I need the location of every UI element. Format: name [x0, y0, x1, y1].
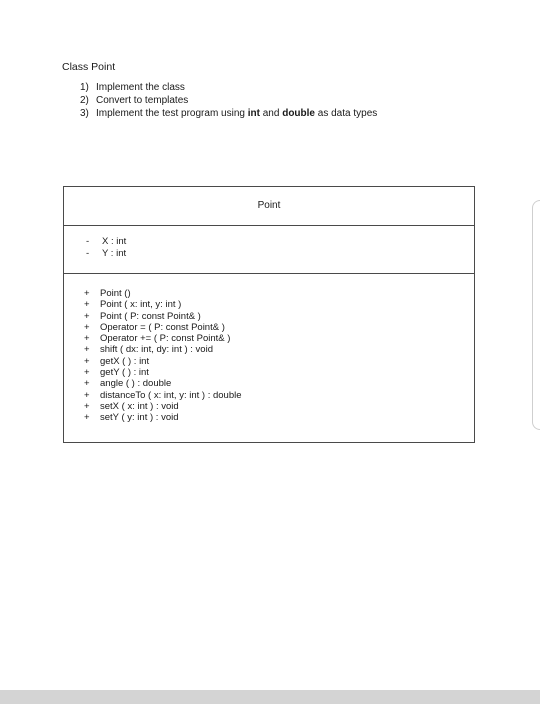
uml-operation	[84, 367, 242, 378]
uml-class-name: Point	[64, 187, 474, 226]
uml-operation	[84, 356, 242, 367]
operation-text: angle ( ) : double	[100, 378, 172, 390]
uml-operation	[84, 299, 242, 310]
operation-text: Operator = ( P: const Point& )	[100, 321, 225, 333]
visibility-public-symbol: +	[84, 321, 90, 333]
uml-operation	[84, 412, 242, 423]
operation-text: shift ( dx: int, dy: int ) : void	[100, 344, 213, 356]
visibility-public-symbol: +	[84, 378, 90, 390]
operation-text: setY ( y: int ) : void	[100, 412, 179, 424]
uml-operation	[84, 390, 242, 401]
visibility-public-symbol: +	[84, 400, 90, 412]
uml-operation	[84, 401, 242, 412]
uml-attributes-section	[64, 225, 474, 274]
task-text: Convert to templates	[96, 95, 189, 106]
uml-operation	[84, 322, 242, 333]
attribute-text: X : int	[102, 236, 127, 247]
document-heading: Class Point	[62, 61, 116, 73]
task-item	[80, 107, 377, 120]
task-number: 2)	[80, 95, 89, 106]
uml-class-diagram	[63, 186, 475, 443]
uml-operation	[84, 311, 242, 322]
task-number: 3)	[80, 108, 89, 119]
task-text: Implement the test program using	[96, 108, 248, 119]
visibility-public-symbol: +	[84, 310, 90, 322]
operation-text: distanceTo ( x: int, y: int ) : double	[100, 389, 242, 401]
visibility-public-symbol: +	[84, 288, 90, 299]
task-text: and	[259, 108, 283, 119]
visibility-public-symbol: +	[84, 299, 90, 311]
uml-operation	[84, 333, 242, 344]
visibility-private-symbol: -	[86, 248, 90, 259]
bottom-scrollbar-track[interactable]	[0, 690, 540, 704]
uml-attribute	[86, 236, 126, 248]
operation-text: Point ( x: int, y: int )	[100, 299, 182, 311]
task-text: Implement the class	[96, 82, 185, 93]
uml-operation	[84, 378, 242, 389]
visibility-public-symbol: +	[84, 333, 90, 345]
visibility-public-symbol: +	[84, 389, 90, 401]
task-keyword-int: int	[247, 108, 260, 119]
operation-text: Point ( P: const Point& )	[100, 310, 201, 322]
task-item	[80, 81, 377, 94]
visibility-public-symbol: +	[84, 344, 90, 356]
task-keyword-double: double	[282, 108, 315, 119]
task-number: 1)	[80, 82, 89, 93]
operation-text: getY ( ) : int	[100, 367, 149, 379]
operation-text: Operator += ( P: const Point& )	[100, 333, 231, 345]
uml-operation	[84, 344, 242, 355]
operation-text: Point ()	[100, 288, 131, 299]
visibility-public-symbol: +	[84, 412, 90, 424]
task-item	[80, 94, 377, 107]
visibility-public-symbol: +	[84, 355, 90, 367]
visibility-public-symbol: +	[84, 367, 90, 379]
visibility-private-symbol: -	[86, 236, 90, 247]
side-panel-edge	[532, 200, 540, 430]
task-list	[80, 81, 377, 120]
operation-text: setX ( x: int ) : void	[100, 400, 179, 412]
attribute-text: Y : int	[102, 248, 127, 259]
task-text: as data types	[315, 108, 378, 119]
uml-operation	[84, 288, 242, 299]
operation-text: getX ( ) : int	[100, 355, 150, 367]
uml-attribute	[86, 248, 126, 260]
